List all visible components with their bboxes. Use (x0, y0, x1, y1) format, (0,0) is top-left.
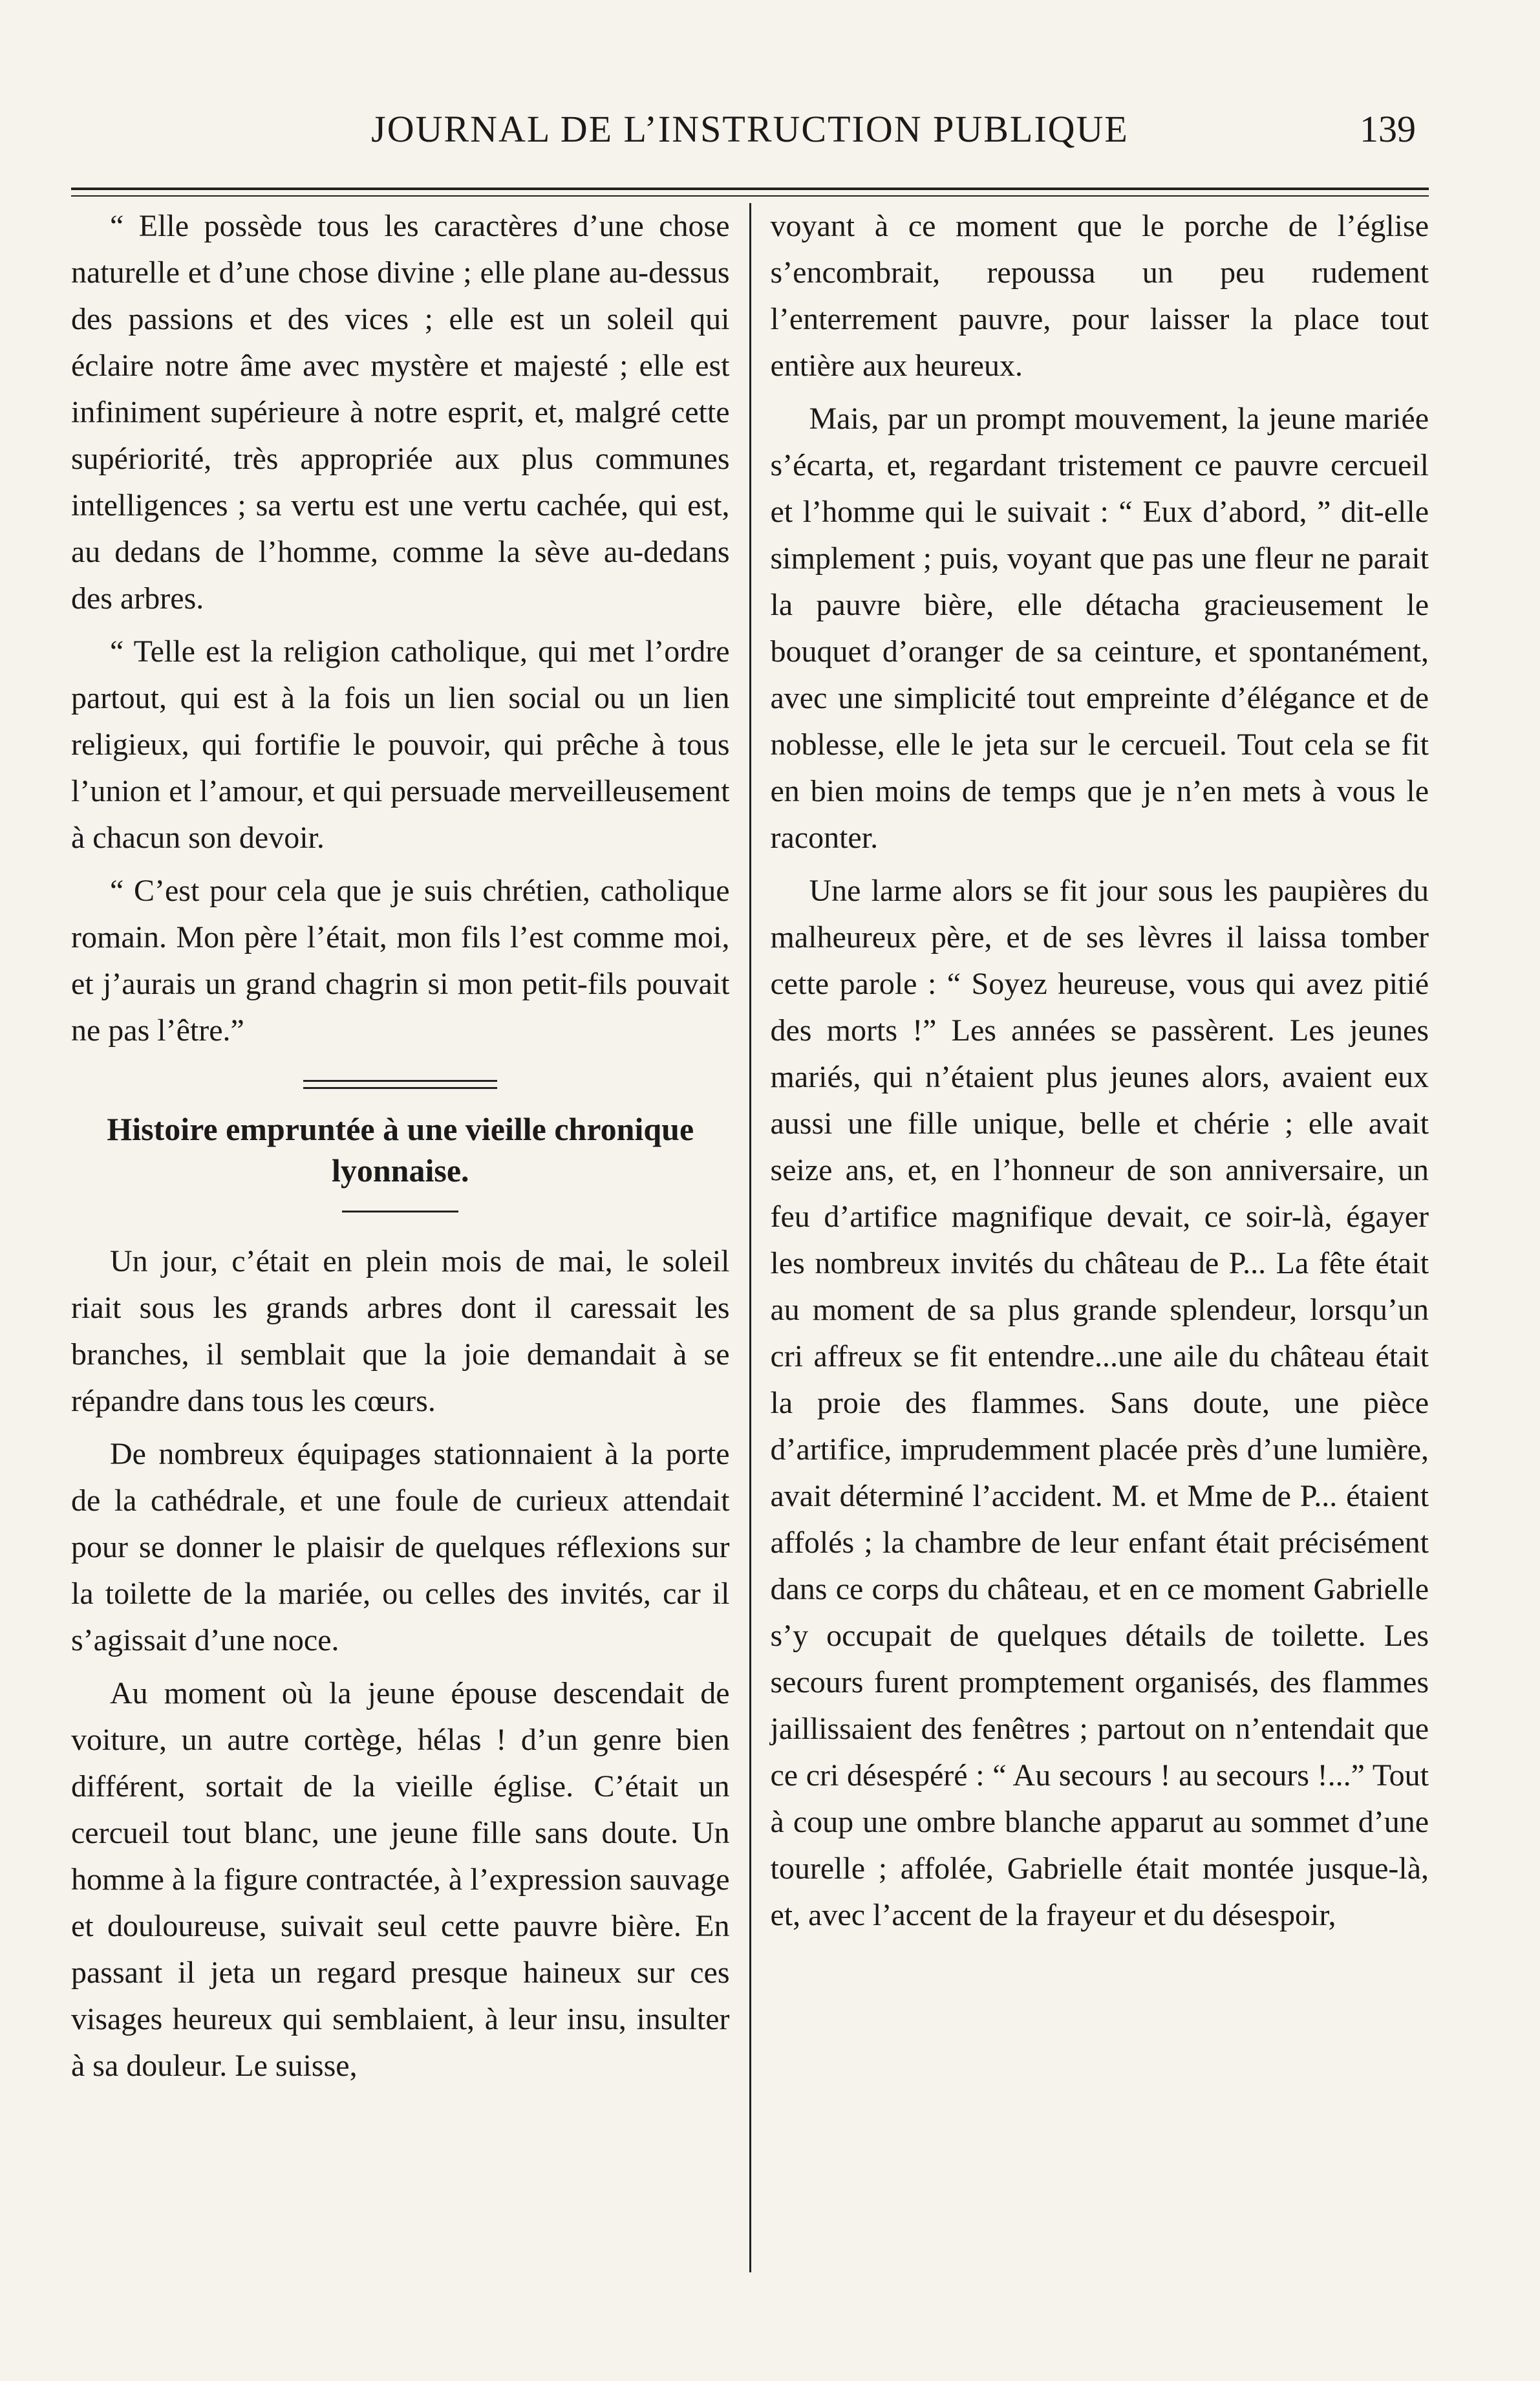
page-number: 139 (1360, 108, 1416, 150)
heading-separator (342, 1211, 458, 1212)
paragraph: Au moment où la jeune épouse descendait de voiture, un autre cortège, hélas ! d’un genre bien différent, sortait de la vieille église. C’était un cercueil tout blanc, une jeune fille sans doute. Un homme à la figure contractée, à l’expression sauvage et douloureuse, suivait seul cette pauvre bière. En passant il jeta un regard presque haineux sur ces visages heureux qui semblaient, à leur insu, insulter à sa douleur. Le suisse, (71, 1676, 730, 2083)
left-column (71, 203, 749, 2272)
section-heading-block (71, 1080, 730, 1212)
header-rule (71, 188, 1429, 190)
heading-double-rule (303, 1080, 497, 1089)
paragraph: “ C’est pour cela que je suis chrétien, catholique romain. Mon père l’était, mon fils l’est comme moi, et j’aurais un grand chagrin si mon petit-fils pouvait ne pas l’être.” (71, 874, 730, 1048)
paragraph: Un jour, c’était en plein mois de mai, le soleil riait sous les grands arbres dont il caressait les branches, il semblait que la joie demandait à se répandre dans tous les cœurs. (71, 1244, 730, 1418)
journal-title: JOURNAL DE L’INSTRUCTION PUBLIQUE (371, 108, 1129, 150)
paragraph: Une larme alors se fit jour sous les paupières du malheureux père, et de ses lèvres il laissa tomber cette parole : “ Soyez heureuse, vous qui avez pitié des morts !” Les années se passèrent. Les jeunes mariés, qui n’étaient plus jeunes alors, avaient eux aussi une fille unique, belle et chérie ; elle avait seize ans, et, en l’honneur de son anniversaire, un feu d’artifice magnifique devait, ce soir-là, égayer les nombreux invités du château de P... La fête était au moment de sa plus grande splendeur, lorsqu’un cri affreux se fit entendre...une aile du château était la proie des flammes. Sans doute, une pièce d’artifice, imprudemment placée près d’une lumière, avait déterminé l’accident. M. et Mme de P... étaient affolés ; la chambre de leur enfant était précisément dans ce corps du château, et en ce moment Gabrielle s’y occupait de quelques détails de toilette. Les secours furent promptement organisés, des flammes jaillissaient des fenêtres ; partout on n’entendait que ce cri désespéré : “ Au secours ! au secours !...” Tout à coup une ombre blanche apparut au sommet d’une tourelle ; affolée, Gabrielle était montée jusque-là, et, avec l’accent de la frayeur et du désespoir, (770, 874, 1429, 1932)
paragraph: “ Telle est la religion catholique, qui met l’ordre partout, qui est à la fois un lien social ou un lien religieux, qui fortifie le pouvoir, qui prêche à tous l’union et l’amour, et qui persuade merveilleusement à chacun son devoir. (71, 634, 730, 855)
page (71, 97, 1429, 2322)
two-column-body (71, 203, 1429, 2272)
paragraph: De nombreux équipages stationnaient à la porte de la cathédrale, et une foule de curieux attendait pour se donner le plaisir de quelques réflexions sur la toilette de la mariée, ou celles des invités, car il s’agissait d’une noce. (71, 1437, 730, 1657)
running-header (71, 97, 1429, 162)
paragraph: Mais, par un prompt mouvement, la jeune mariée s’écarta, et, regardant tristement ce pauvre cercueil et l’homme qui le suivait : “ Eux d’abord, ” dit-elle simplement ; puis, voyant que pas une fleur ne parait la pauvre bière, elle détacha gracieusement le bouquet d’oranger de sa ceinture, et spontanément, avec une simplicité tout empreinte d’élégance et de noblesse, elle le jeta sur le cercueil. Tout cela se fit en bien moins de temps que je n’en mets à vous le raconter. (770, 402, 1429, 855)
paragraph: voyant à ce moment que le porche de l’église s’encombrait, repoussa un peu rudement l’enterrement pauvre, pour laisser la place tout entière aux heureux. (770, 209, 1429, 383)
header-rule-thin (71, 195, 1429, 197)
section-heading: Histoire empruntée à une vieille chronique lyonnaise. (107, 1111, 694, 1189)
right-column (751, 203, 1429, 2272)
paragraph: “ Elle possède tous les caractères d’une chose naturelle et d’une chose divine ; elle plane au-dessus des passions et des vices ; elle est un soleil qui éclaire notre âme avec mystère et majesté ; elle est infiniment supérieure à notre esprit, et, malgré cette supériorité, très appropriée aux plus communes intelligences ; sa vertu est une vertu cachée, qui est, au dedans de l’homme, comme la sève au-dedans des arbres. (71, 209, 730, 616)
